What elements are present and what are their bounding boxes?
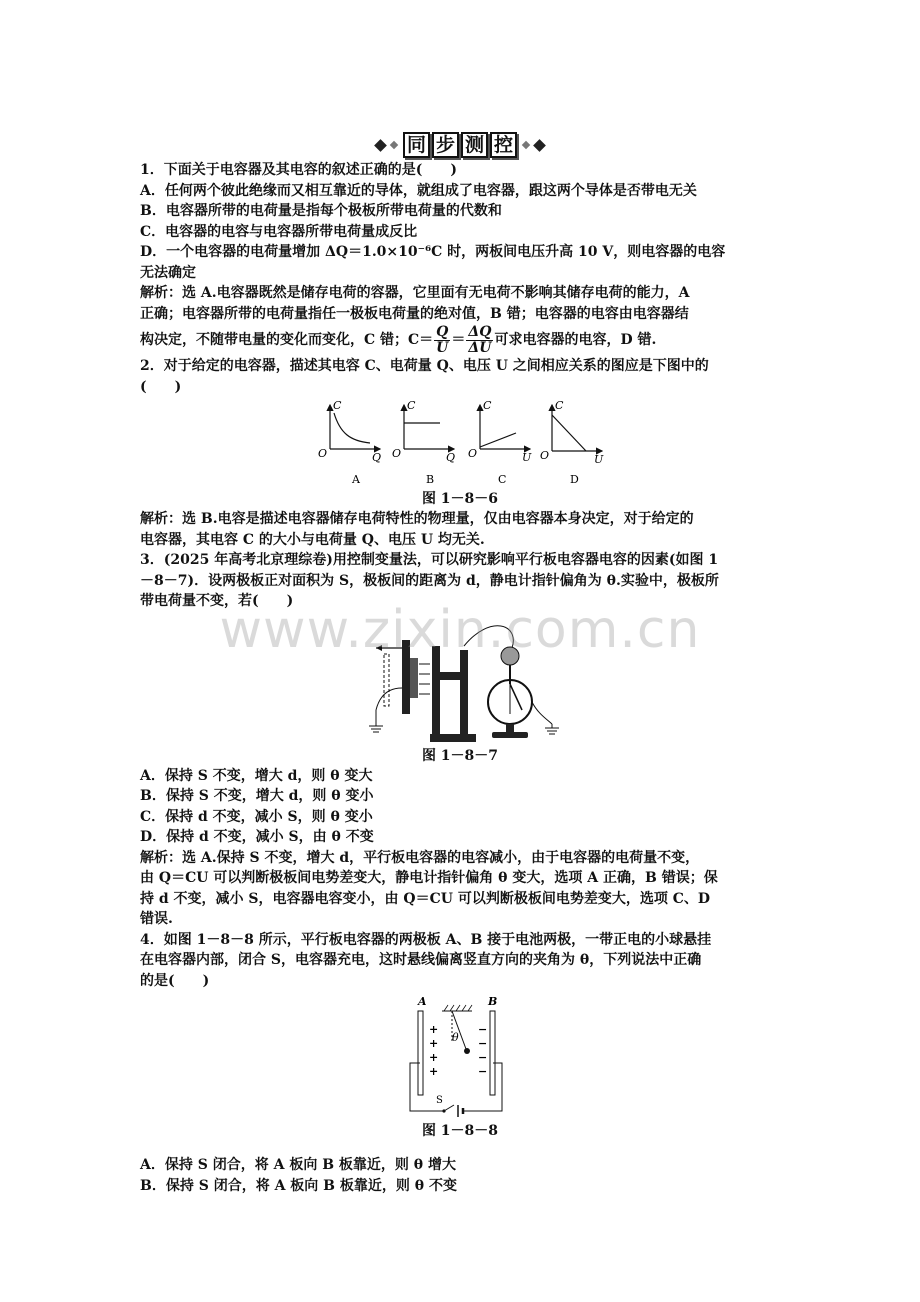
- numerator: Q: [434, 325, 450, 341]
- graph-d: [540, 399, 604, 486]
- question-4: [140, 930, 780, 1197]
- analysis: 电容器，其电容 C 的大小与电荷量 Q、电压 U 均无关.: [140, 531, 485, 548]
- figure-caption: 图 1－8－6: [421, 491, 499, 507]
- figure-1-8-6: [140, 399, 780, 487]
- graph-b: [392, 399, 455, 486]
- analysis: 错误.: [140, 911, 173, 927]
- figure-caption: 图 1－8－8: [421, 1123, 499, 1139]
- option-d: D．一个电容器的电荷量增加 ΔQ＝1.0×10⁻⁶C 时，两板间电压升高 10 V，则电容器的电容: [140, 244, 726, 260]
- option-b: B．保持 S 不变，增大 d，则 θ 变小: [140, 788, 374, 804]
- question-3: [140, 550, 780, 930]
- plus-charge: +: [429, 1037, 439, 1050]
- axis-label-x: Q: [372, 451, 382, 464]
- option-d: D．保持 d 不变，减小 S，由 θ 不变: [140, 829, 374, 845]
- title-char: 步: [432, 132, 459, 158]
- option-a: A．任何两个彼此绝缘而又相互靠近的导体，就组成了电容器，跟这两个导体是否带电无关: [140, 182, 697, 199]
- plate-a: [418, 1011, 423, 1095]
- minus-charge: −: [478, 1051, 488, 1064]
- figure-1-8-7: [140, 614, 780, 744]
- plate-b-label: B: [488, 995, 498, 1008]
- axis-label-y: C: [407, 399, 416, 412]
- section-header: [0, 128, 920, 162]
- question-stem-cont: 在电容器内部，闭合 S，电容器充电，这时悬线偏离竖直方向的夹角为 θ，下列说法中正确: [140, 952, 702, 968]
- title-char: 同: [403, 132, 430, 158]
- option-c: C．电容器的电容与电容器所带电荷量成反比: [140, 223, 418, 240]
- graph-label: B: [426, 473, 435, 486]
- axis-label-x: Q: [446, 451, 456, 464]
- question-stem-cont: ( ): [140, 378, 182, 395]
- plus-charge: +: [429, 1065, 439, 1078]
- diamond-icon: [374, 139, 387, 152]
- electroscope: [488, 647, 532, 738]
- charged-ball: [464, 1048, 470, 1054]
- ground-symbol: [369, 710, 383, 732]
- question-stem: 3．(2025 年高考北京理综卷)用控制变量法，可以研究影响平行板电容器电容的因素(如图 1: [140, 552, 719, 568]
- graph-label: A: [352, 473, 360, 486]
- axis-label-y: C: [555, 399, 564, 412]
- section-title: [403, 132, 517, 158]
- denominator: U: [436, 339, 449, 356]
- title-char: 控: [490, 132, 517, 158]
- option-b: B．电容器所带的电荷量是指每个极板所带电荷量的代数和: [140, 203, 502, 219]
- axis-label-y: C: [333, 399, 342, 412]
- analysis-formula-line: [140, 324, 780, 356]
- analysis: 正确；电容器所带的电荷量指任一极板电荷量的绝对值，B 错；电容器的电容由电容器结: [140, 305, 689, 322]
- question-stem: 4．如图 1－8－8 所示，平行板电容器的两极板 A、B 接于电池两极，一带正电的小球悬挂: [140, 931, 712, 948]
- capacitor-circuit-diagram: [140, 993, 780, 1119]
- minus-charge: −: [478, 1065, 488, 1078]
- analysis: 持 d 不变，减小 S，电容器电容变小，由 Q＝CU 可以判断极板间电势差变大，选项 C、D: [140, 890, 710, 907]
- figure-caption: 图 1－8－7: [421, 747, 499, 764]
- line-c: [480, 433, 516, 447]
- question-2: [140, 356, 780, 550]
- origin-label: O: [468, 447, 478, 460]
- question-stem-cont: 的是( ): [140, 972, 210, 989]
- denominator: ΔU: [468, 339, 492, 356]
- graph-label: D: [570, 473, 579, 486]
- analysis: 解析：选 B.电容是描述电容器储存电荷特性的物理量，仅由电容器本身决定，对于给定的: [140, 511, 694, 527]
- question-stem-cont: 带电荷量不变，若( ): [140, 593, 294, 609]
- question-stem-cont: －8－7)．设两极板正对面积为 S，极板间的距离为 d，静电计指针偏角为 θ.实验中，极板所: [140, 572, 719, 589]
- option-b: B．保持 S 闭合，将 A 板向 B 板靠近，则 θ 不变: [140, 1177, 457, 1194]
- graph-set: [140, 399, 780, 487]
- graph-c: [468, 399, 532, 486]
- fraction-dq-over-du: [466, 325, 493, 356]
- switch: [444, 1105, 454, 1111]
- plate-b: [490, 1011, 495, 1095]
- option-c: C．保持 d 不变，减小 S，则 θ 变小: [140, 808, 373, 825]
- analysis-text: 可求电容器的电容，D 错.: [494, 332, 657, 348]
- line-d: [552, 415, 586, 451]
- questions: [140, 160, 780, 1196]
- electroscope-diagram: [140, 614, 780, 744]
- axis-label-x: U: [594, 453, 604, 466]
- diamond-icon: [533, 139, 546, 152]
- title-char: 测: [461, 132, 488, 158]
- analysis: 解析：选 A.保持 S 不变，增大 d，平行板电容器的电容减小，由于电容器的电荷量不变，: [140, 849, 700, 866]
- option-a: A．保持 S 闭合，将 A 板向 B 板靠近，则 θ 增大: [140, 1157, 456, 1173]
- origin-label: O: [318, 447, 328, 460]
- analysis-text: 构决定，不随带电量的变化而变化，C 错；C＝: [140, 332, 434, 348]
- watermark: www.zixin.com.cn: [219, 600, 701, 660]
- figure-1-8-8: [140, 993, 780, 1119]
- diamond-icon: [390, 141, 398, 149]
- origin-label: O: [392, 447, 402, 460]
- plate-left: [402, 640, 410, 714]
- graph-a: [318, 399, 381, 486]
- question-stem: 1．下面关于电容器及其电容的叙述正确的是( ): [140, 162, 457, 178]
- angle-label: θ: [452, 1031, 459, 1044]
- minus-charge: −: [478, 1023, 488, 1036]
- minus-charge: −: [478, 1037, 488, 1050]
- question-stem: 2．对于给定的电容器，描述其电容 C、电荷量 Q、电压 U 之间相应关系的图应是下图中的: [140, 358, 709, 374]
- equals-sign: ＝: [451, 332, 466, 348]
- plus-charge: +: [429, 1051, 439, 1064]
- fraction-q-over-u: [434, 325, 450, 356]
- question-1: [140, 160, 780, 356]
- analysis: 由 Q＝CU 可以判断极板间电势差变大，静电计指针偏角 θ 变大，选项 A 正确，B 错误；保: [140, 870, 718, 886]
- plate-a-label: A: [418, 995, 427, 1008]
- plate-right: [432, 646, 440, 712]
- graph-label: C: [498, 473, 507, 486]
- axis-label-x: U: [522, 451, 532, 464]
- plus-charge: +: [429, 1023, 439, 1036]
- origin-label: O: [540, 449, 550, 462]
- axis-label-y: C: [483, 399, 492, 412]
- option-d-cont: 无法确定: [140, 264, 196, 281]
- analysis: 解析：选 A.电容器既然是储存电荷的容器，它里面有无电荷不影响其储存电荷的能力，A: [140, 285, 690, 301]
- switch-label: S: [436, 1095, 443, 1106]
- numerator: ΔQ: [466, 325, 493, 341]
- diamond-icon: [522, 141, 530, 149]
- curve-a: [334, 413, 370, 443]
- option-a: A．保持 S 不变，增大 d，则 θ 变大: [140, 767, 373, 784]
